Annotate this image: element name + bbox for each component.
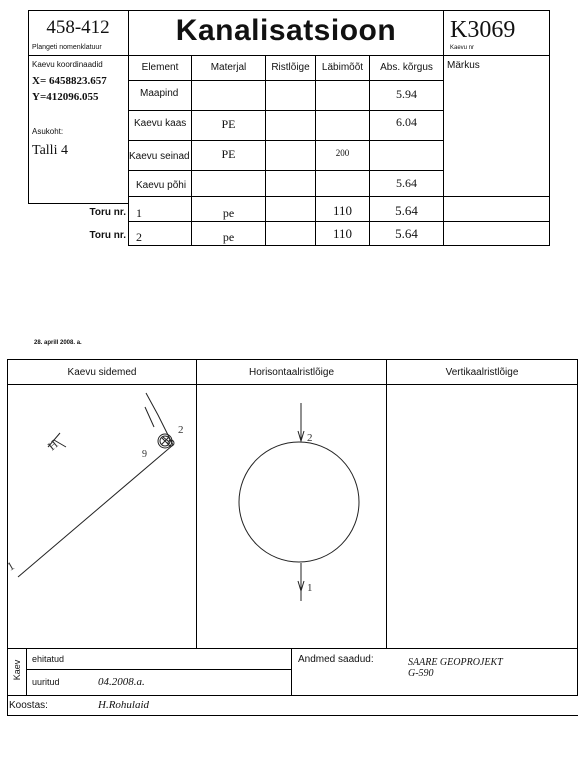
built-label: ehitatud [32,654,65,664]
connections-sketch [4,385,196,647]
pipe-diameter: 110 [332,226,353,241]
row-element: Kaevu põhi [136,180,187,191]
row-element: Maapind [140,88,179,99]
row-elevation: 5.64 [396,176,417,190]
well-caption: Kaevu nr [450,45,475,51]
panel-title-connections: Kaevu sidemed [67,367,137,378]
pipe-material: pe [222,206,235,220]
horizontal-section-sketch [197,385,386,647]
row-element: Kaevu seinad [129,151,190,162]
source-label: Andmed saadud: [298,654,374,665]
row-material: PE [221,117,236,131]
sketch1-label-9: 9 [142,449,147,460]
author-value: H.Rohulaid [98,699,150,711]
panel-title-vertical: Vertikaalristlõige [445,367,519,378]
pipe-elevation: 5.64 [395,226,418,241]
coord-y: Y=412096.055 [32,91,99,103]
pipe-label: Toru nr. [89,207,126,218]
sheet-number: 458-412 [46,17,110,38]
date-stamp: 28. aprill 2008. a. [34,340,82,346]
sketch1-label-h: H [44,436,61,454]
page-title: Kanalisatsioon [175,14,397,47]
pipe-elevation: 5.64 [395,203,418,218]
pipe-label: Toru nr. [89,230,126,241]
row-diameter: 200 [335,148,350,158]
sketch2-label-bottom: 1 [307,582,313,594]
col-element: Element [141,62,179,73]
footer-side-label: Kaev [12,659,22,681]
well-id: K3069 [450,17,516,43]
col-material: Materjal [210,62,247,73]
col-diameter: Läbimõõt [321,62,364,73]
pipe-diameter: 110 [332,203,353,218]
sketch1-label-2: 2 [178,424,184,436]
col-note: Märkus [447,60,480,71]
coord-x: X= 6458823.657 [32,75,107,87]
sketch2-label-top: 2 [307,432,313,444]
pipe-material: pe [222,230,235,244]
row-element: Kaevu kaas [134,118,187,129]
row-elevation: 6.04 [396,115,417,129]
row-elevation: 5.94 [396,87,417,101]
panel-title-horizontal: Horisontaalristlõige [248,367,335,378]
source-value-2: G-590 [408,668,434,679]
sheet-caption: Plangeti nomenklatuur [32,44,102,51]
pipe-number: 2 [136,230,142,244]
address-label: Asukoht: [32,127,64,136]
col-section: Ristlõige [271,62,310,73]
author-label: Koostas: [9,700,48,711]
measured-value: 04.2008.a. [98,676,145,688]
coord-label: Kaevu koordinaadid [32,60,103,69]
sketch1-label-1: 1 [4,558,17,574]
col-elevation: Abs. kõrgus [380,62,433,73]
row-material: PE [221,147,236,161]
measured-label: uuritud [32,677,60,687]
address-value: Talli 4 [32,143,68,158]
pipe-number: 1 [136,206,142,220]
source-value-1: SAARE GEOPROJEKT [408,657,503,668]
